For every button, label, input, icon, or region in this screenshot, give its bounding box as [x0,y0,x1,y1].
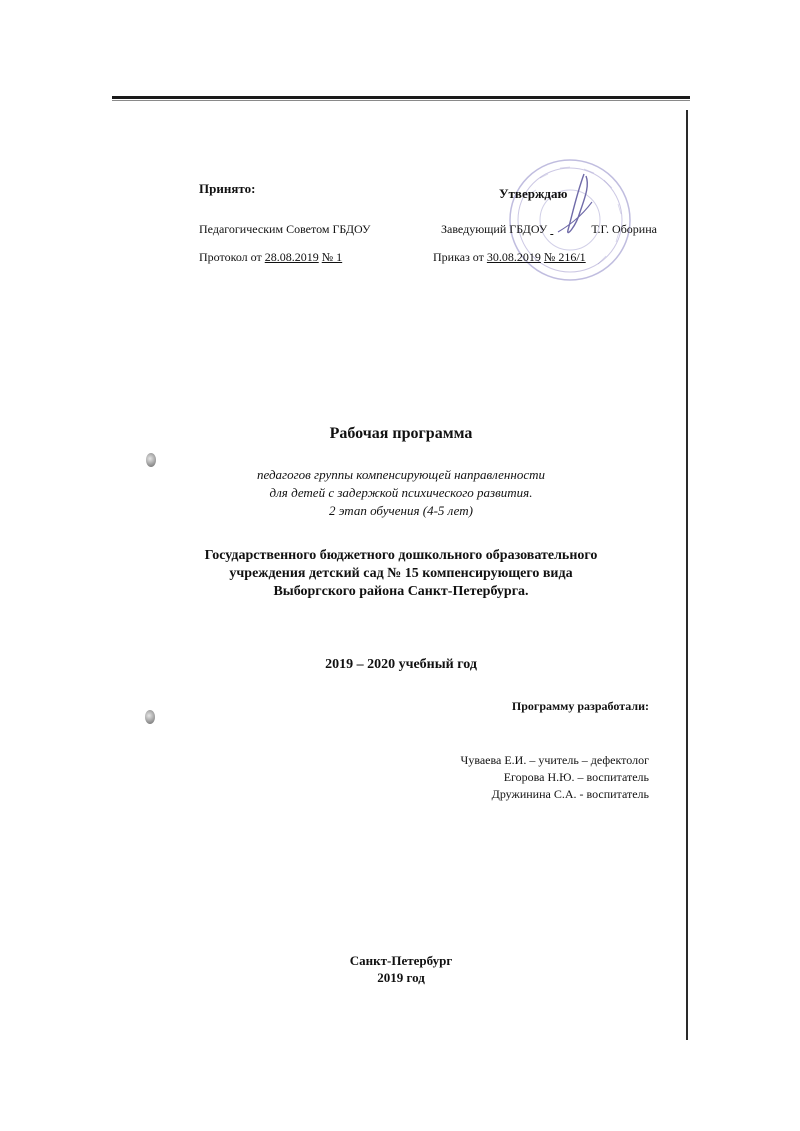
author-item: Чуваева Е.И. – учитель – дефектолог [460,753,649,767]
subtitle-line: 2 этап обучения (4-5 лет) [328,503,473,518]
footer [112,952,690,986]
accepted-protocol [199,250,342,265]
authors-list [461,752,649,803]
approved-head [441,222,657,237]
document-subtitle [112,466,690,520]
year: 2019 год [377,970,425,985]
institution-line: Государственного бюджетного дошкольного образовательного [204,548,598,563]
institution-name [112,547,690,601]
accepted-council: Педагогическим Советом ГБДОУ [199,222,371,236]
subtitle-line: для детей с задержкой психического развития. [269,485,533,500]
order-date: 30.08.2019 [486,250,541,264]
accepted-heading: Принято: [199,181,256,196]
order-number: № 216/1 [543,250,586,264]
order-prefix: Приказ от [433,250,484,264]
school-year: 2019 – 2020 учебный год [325,657,477,672]
approved-heading: Утверждаю [499,186,568,201]
scan-edge-top [112,96,690,99]
punch-hole-lower [145,710,155,724]
document-title: Рабочая программа [329,425,473,442]
city: Санкт-Петербург [349,953,453,968]
institution-line: Выборгского района Санкт-Петербурга. [273,584,529,599]
approved-order [433,250,586,265]
protocol-date: 28.08.2019 [264,250,319,264]
institution-line: учреждения детский сад № 15 компенсирующего вида [229,566,573,581]
protocol-number: № 1 [321,250,343,264]
punch-hole-upper [146,453,156,467]
protocol-prefix: Протокол от [199,250,262,264]
authors-heading: Программу разработали: [511,699,649,713]
approved-head-name: Т.Г. Оборина [591,222,657,236]
subtitle-line: педагогов группы компенсирующей направленности [257,467,545,482]
author-item: Дружинина С.А. - воспитатель [491,787,649,801]
signature-line [550,222,588,237]
approved-head-title: Заведующий ГБДОУ [441,222,548,236]
scan-edge-top-shadow [112,100,690,101]
author-item: Егорова Н.Ю. – воспитатель [503,770,649,784]
